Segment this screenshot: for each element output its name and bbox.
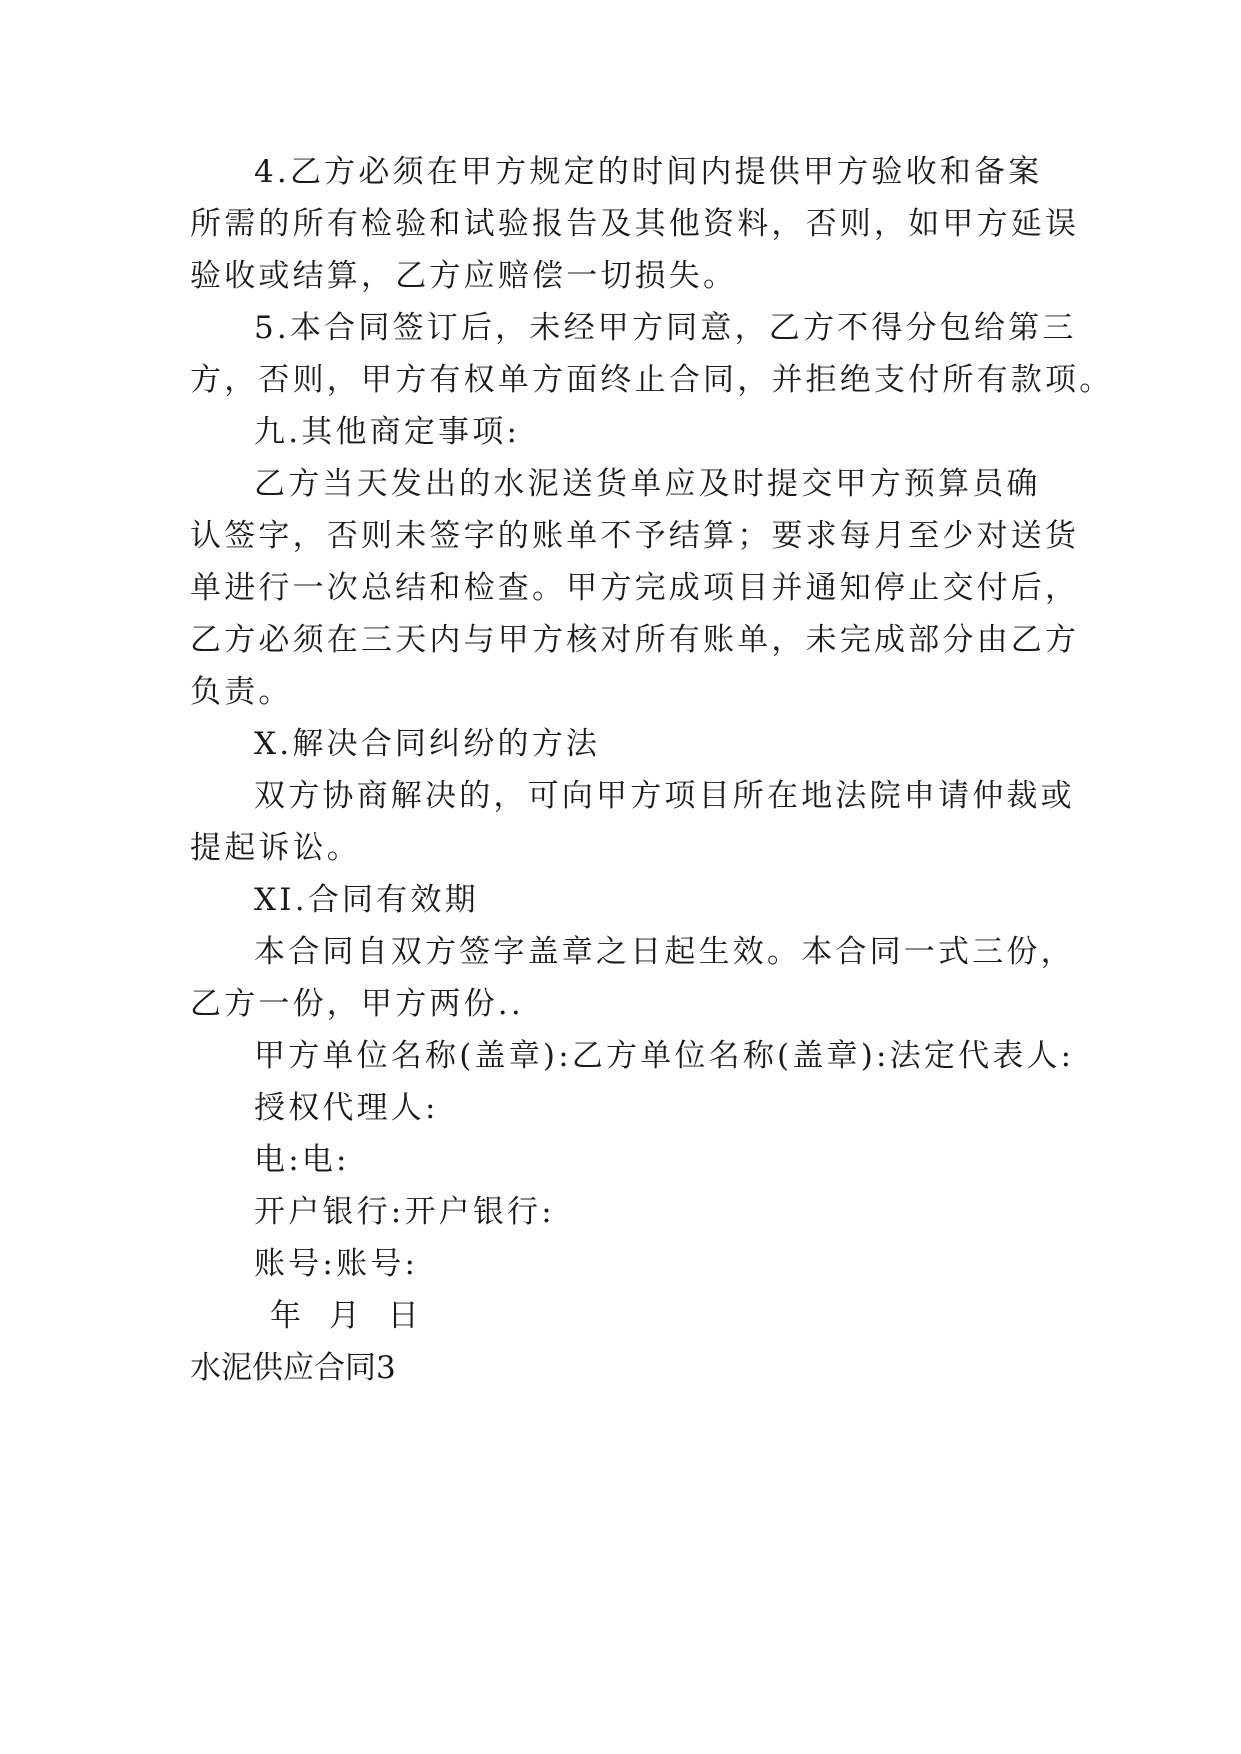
section-9-line-1: 乙方当天发出的水泥送货单应及时提交甲方预算员确	[254, 466, 1041, 502]
clause-5-line-1: 5.本合同签订后，未经甲方同意，乙方不得分包给第三	[254, 310, 1077, 346]
signature-account: 账号:账号:	[254, 1246, 419, 1282]
signature-party-names: 甲方单位名称(盖章):乙方单位名称(盖章):法定代表人:	[254, 1038, 1075, 1074]
clause-4-line-1: 4.乙方必须在甲方规定的时间内提供甲方验收和备案	[254, 154, 1043, 190]
date-month: 月	[328, 1298, 360, 1334]
section-11-line-2: 乙方一份，甲方两份..	[190, 986, 524, 1022]
section-10-line-1: 双方协商解决的，可向甲方项目所在地法院申请仲裁或	[254, 778, 1075, 814]
section-9-line-3: 单进行一次总结和检查。甲方完成项目并通知停止交付后，	[190, 570, 1080, 606]
date-day: 日	[387, 1298, 419, 1334]
section-9-line-2: 认签字，否则未签字的账单不予结算；要求每月至少对送货	[190, 518, 1080, 554]
signature-bank: 开户银行:开户银行:	[254, 1194, 555, 1230]
date-year: 年	[270, 1298, 301, 1334]
clause-4-line-2: 所需的所有检验和试验报告及其他资料，否则，如甲方延误	[190, 206, 1080, 242]
section-11-line-1: 本合同自双方签字盖章之日起生效。本合同一式三份，	[254, 934, 1075, 970]
next-document-title: 水泥供应合同3	[190, 1350, 396, 1386]
section-10-line-2: 提起诉讼。	[190, 830, 361, 866]
section-9-heading: 九.其他商定事项:	[254, 414, 521, 450]
clause-4-line-3: 验收或结算，乙方应赔偿一切损失。	[190, 258, 738, 294]
signature-agent: 授权代理人:	[254, 1090, 439, 1126]
clause-5-line-2: 方，否则，甲方有权单方面终止合同，并拒绝支付所有款项。	[190, 362, 1114, 398]
section-11-heading: XI.合同有效期	[254, 882, 479, 918]
section-9-line-4: 乙方必须在三天内与甲方核对所有账单，未完成部分由乙方	[190, 622, 1080, 658]
section-9-line-5: 负责。	[190, 674, 293, 710]
signature-date	[270, 1296, 437, 1336]
signature-phone: 电:电:	[254, 1142, 350, 1178]
section-10-heading: X.解决合同纠纷的方法	[254, 726, 601, 762]
